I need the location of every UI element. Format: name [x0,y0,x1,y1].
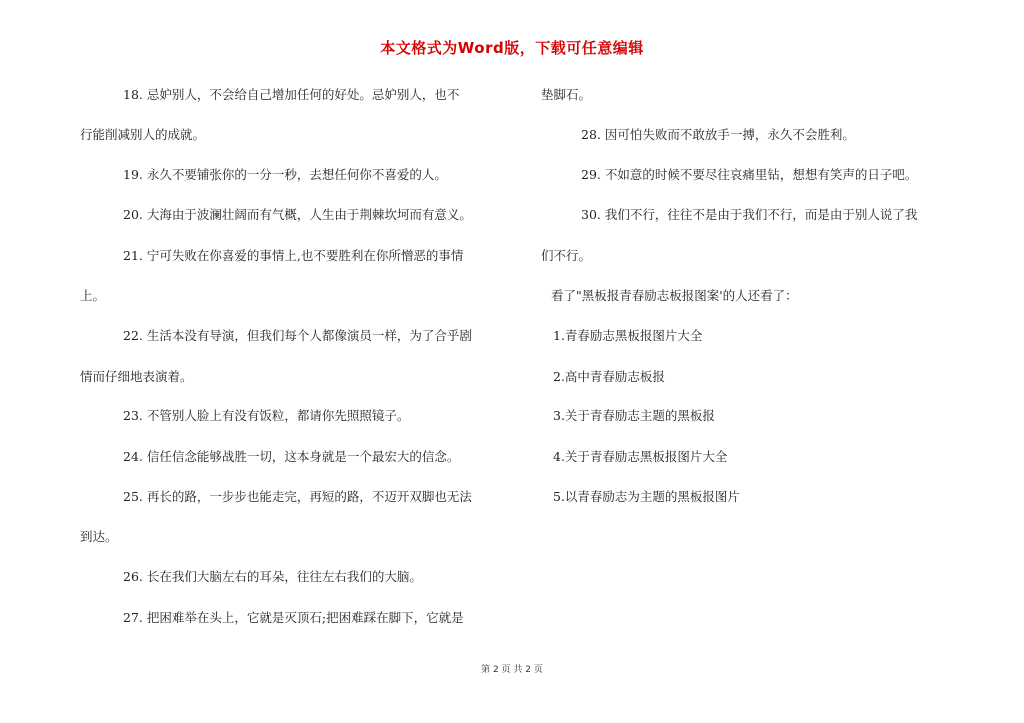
quote-25-line-2: 到达。 [80,529,118,544]
quote-22-line-2: 情而仔细地表演着。 [80,369,193,384]
related-intro: 看了"黑板报青春励志板报图案'的人还看了： [551,288,798,303]
quote-19: 19. 永久不要铺张你的一分一秒，去想任何你不喜爱的人。 [123,167,447,182]
quote-25-line-1: 25. 再长的路，一步步也能走完，再短的路，不迈开双脚也无法 [123,489,472,504]
quote-24: 24. 信任信念能够战胜一切，这本身就是一个最宏大的信念。 [123,449,460,464]
quote-18-line-1: 18. 忌妒别人，不会给自己增加任何的好处。忌妒别人，也不 [123,87,460,102]
quote-29: 29. 不如意的时候不要尽往哀痛里钻，想想有笑声的日子吧。 [581,167,918,182]
quote-30-line-1: 30. 我们不行，往往不是由于我们不行，而是由于别人说了我 [581,207,918,222]
related-link-4[interactable]: 4.关于青春励志黑板报图片大全 [553,449,728,464]
quote-22-line-1: 22. 生活本没有导演，但我们每个人都像演员一样，为了合乎剧 [123,328,472,343]
quote-30-line-2: 们不行。 [541,248,592,263]
quote-28: 28. 因可怕失败而不敢放手一搏，永久不会胜利。 [581,127,855,142]
document-banner: 本文格式为Word版，下载可任意编辑 [380,39,644,57]
quote-21-line-2: 上。 [80,288,106,303]
related-link-1[interactable]: 1.青春励志黑板报图片大全 [553,328,703,343]
quote-23: 23. 不管别人脸上有没有饭粒，都请你先照照镜子。 [123,408,410,423]
quote-20: 20. 大海由于波澜壮阔而有气概，人生由于荆棘坎坷而有意义。 [123,207,472,222]
quote-27-line-1: 27. 把困难举在头上，它就是灭顶石;把困难踩在脚下，它就是 [123,610,464,625]
quote-26: 26. 长在我们大脑左右的耳朵，往往左右我们的大脑。 [123,569,422,584]
quote-27-line-2: 垫脚石。 [541,87,592,102]
quote-18-line-2: 行能削减别人的成就。 [80,127,206,142]
page-number: 第 2 页 共 2 页 [481,665,543,675]
related-link-5[interactable]: 5.以青春励志为主题的黑板报图片 [553,489,740,504]
quote-21-line-1: 21. 宁可失败在你喜爱的事情上,也不要胜利在你所憎恶的事情 [123,248,464,263]
related-link-2[interactable]: 2.高中青春励志板报 [553,369,665,384]
related-link-3[interactable]: 3.关于青春励志主题的黑板报 [553,408,715,423]
